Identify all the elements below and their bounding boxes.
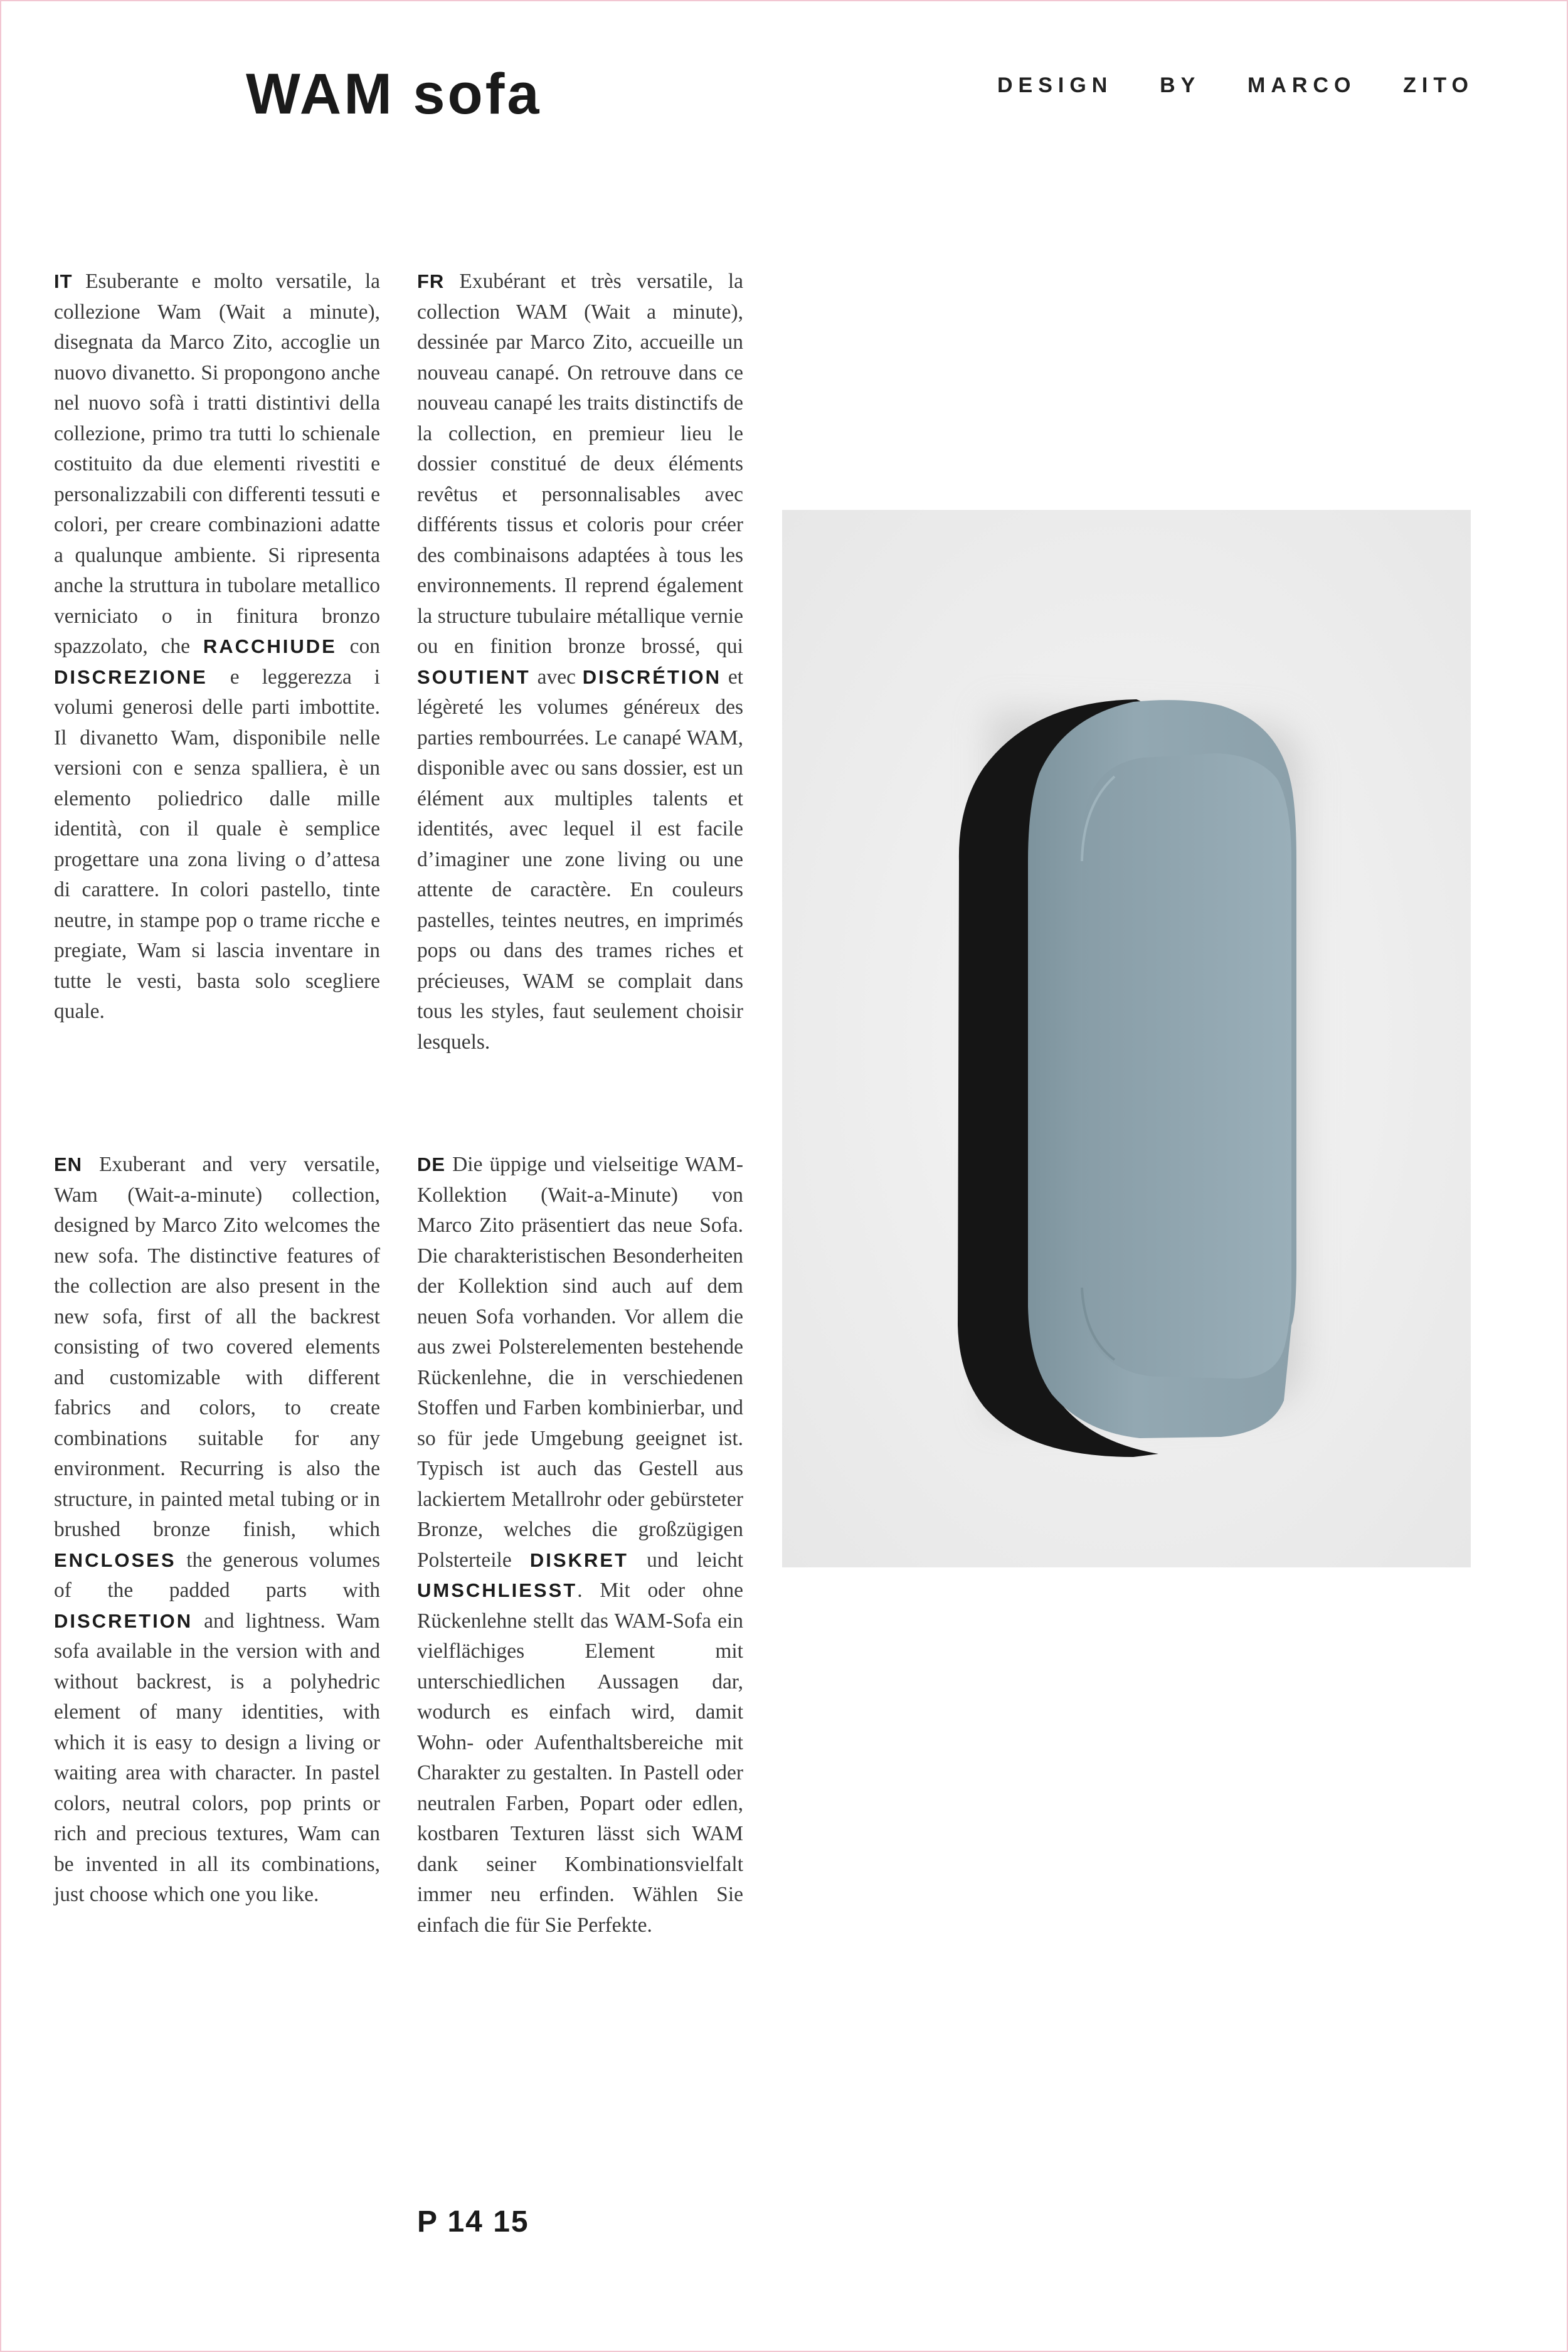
paragraph-english xyxy=(54,1150,380,1910)
text-part: con xyxy=(336,635,380,658)
text-part: . Mit oder ohne Rückenlehne stellt das WAM-Sofa ein vielflächiges Element mit unterschiedlichen Aussagen dar, wodurch es einfach wird, damit Wohn- oder Aufenthaltsbereiche mit Charakter zu gestalten. In Pastell oder neutralen Farben, Popart oder edlen, kostbaren Texturen lässt sich WAM dank seiner Kombinationsvielfalt immer neu erfinden. Wählen Sie einfach die für Sie Perfekte. xyxy=(417,1579,743,1937)
paragraph-italian xyxy=(54,267,380,1027)
text-part: Die üppige und vielseitige WAM-Kollektion (Wait-a-Minute) von Marco Zito präsentiert das neue Sofa. Die charakteristischen Besonderheiten der Kollektion sind auch auf dem neuen Sofa vorhanden. Vor allem die aus zwei Polsterelementen bestehende Rückenlehne, die in verschiedenen Stoffen und Farben kombinierbar, und so für jede Umgebung geeignet ist. Typisch ist auch das Gestell aus lackiertem Metallrohr oder gebürsteter Bronze, welches die großzügigen Polsterteile xyxy=(417,1153,743,1572)
sofa-illustration xyxy=(782,510,1471,1567)
lang-code-it: IT xyxy=(54,270,73,292)
credit-word-first-name: MARCO xyxy=(1248,73,1357,97)
page-number: P 14 15 xyxy=(417,2205,529,2238)
text-column-english xyxy=(54,1150,380,1910)
emphasis-word: DISCRETION xyxy=(54,1609,193,1632)
lang-code-en: EN xyxy=(54,1153,83,1175)
text-part: and lightness. Wam sofa available in the version with and without backrest, is a polyhedric element of many identities, with which it is easy to design a living or waiting area with character. In pastel colors, neutral colors, pop prints or rich and precious textures, Wam can be invented in all its combinations, just choose which one you like. xyxy=(54,1609,380,1906)
text-part: e leggerezza i volumi generosi delle parti imbottite. Il divanetto Wam, disponibile nelle versioni con e senza spalliera, è un elemento poliedrico dalle mille identità, con il quale è semplice progettare una zona living o d’attesa di carattere. In colori pastello, tinte neutre, in stampe pop o trame ricche e pregiate, Wam si lascia inventare in tutte le vesti, basta solo scegliere quale. xyxy=(54,665,380,1023)
credit-word-last-name: ZITO xyxy=(1403,73,1474,97)
paragraph-french xyxy=(417,267,743,1057)
text-part: the generous volumes of the padded parts with xyxy=(54,1548,380,1602)
text-part: avec xyxy=(530,665,583,689)
lang-code-de: DE xyxy=(417,1153,446,1175)
emphasis-word: DISCRÉTION xyxy=(582,665,721,688)
text-column-german xyxy=(417,1150,743,1941)
text-part: Exubérant et très versatile, la collection WAM (Wait a minute), dessinée par Marco Zito, accueille un nouveau canapé. On retrouve dans ce nouveau canapé les traits distinctifs de la collection, en premieur lieu le dossier constitué de deux éléments revêtus et personnalisables avec différents tissus et coloris pour créer des combinaisons adaptées à tous les environnements. Il reprend également la structure tubulaire métallique vernie ou en finition bronze brossé, qui xyxy=(417,270,743,658)
text-part: und leicht xyxy=(628,1548,743,1572)
emphasis-word: SOUTIENT xyxy=(417,665,531,688)
text-column-french xyxy=(417,267,743,1057)
emphasis-word: DISKRET xyxy=(529,1549,628,1571)
designer-credit xyxy=(997,73,1474,98)
emphasis-word: RACCHIUDE xyxy=(203,635,337,657)
credit-word-by: BY xyxy=(1160,73,1201,97)
lang-code-fr: FR xyxy=(417,270,445,292)
sofa-photo xyxy=(782,510,1471,1567)
credit-word-design: DESIGN xyxy=(997,73,1113,97)
text-part: Esuberante e molto versatile, la collezione Wam (Wait a minute), disegnata da Marco Zito, accoglie un nuovo divanetto. Si propongono anche nel nuovo sofà i tratti distintivi della collezione, primo tra tutti lo schienale costituito da due elementi rivestiti e personalizzabili con differenti tessuti e colori, per creare combinazioni adatte a qualunque ambiente. Si ripresenta anche la struttura in tubolare metallico verniciato o in finitura bronzo spazzolato, che xyxy=(54,270,380,658)
text-part: Exuberant and very versatile, Wam (Wait-a-minute) collection, designed by Marco Zito welcomes the new sofa. The distinctive features of the collection are also present in the new sofa, first of all the backrest consisting of two covered elements and customizable with different fabrics and colors, to create combinations suitable for any environment. Recurring is also the structure, in painted metal tubing or in brushed bronze finish, which xyxy=(54,1153,380,1541)
emphasis-word: ENCLOSES xyxy=(54,1549,176,1571)
emphasis-word: DISCREZIONE xyxy=(54,665,208,688)
text-column-italian xyxy=(54,267,380,1027)
text-part: et légèreté les volumes généreux des parties rembourrées. Le canapé WAM, disponible avec ou sans dossier, est un élément aux multiples talents et identités, avec lequel il est facile d’imaginer une zone living ou une attente de caractère. En couleurs pastelles, teintes neutres, en imprimés pops ou dans des trames riches et précieuses, WAM se complait dans tous les styles, faut seulement choisir lesquels. xyxy=(417,665,743,1054)
emphasis-word: UMSCHLIESST xyxy=(417,1579,578,1601)
sofa-seat-cushion xyxy=(1082,753,1291,1379)
paragraph-german xyxy=(417,1150,743,1941)
page-title: WAM sofa xyxy=(246,62,542,126)
